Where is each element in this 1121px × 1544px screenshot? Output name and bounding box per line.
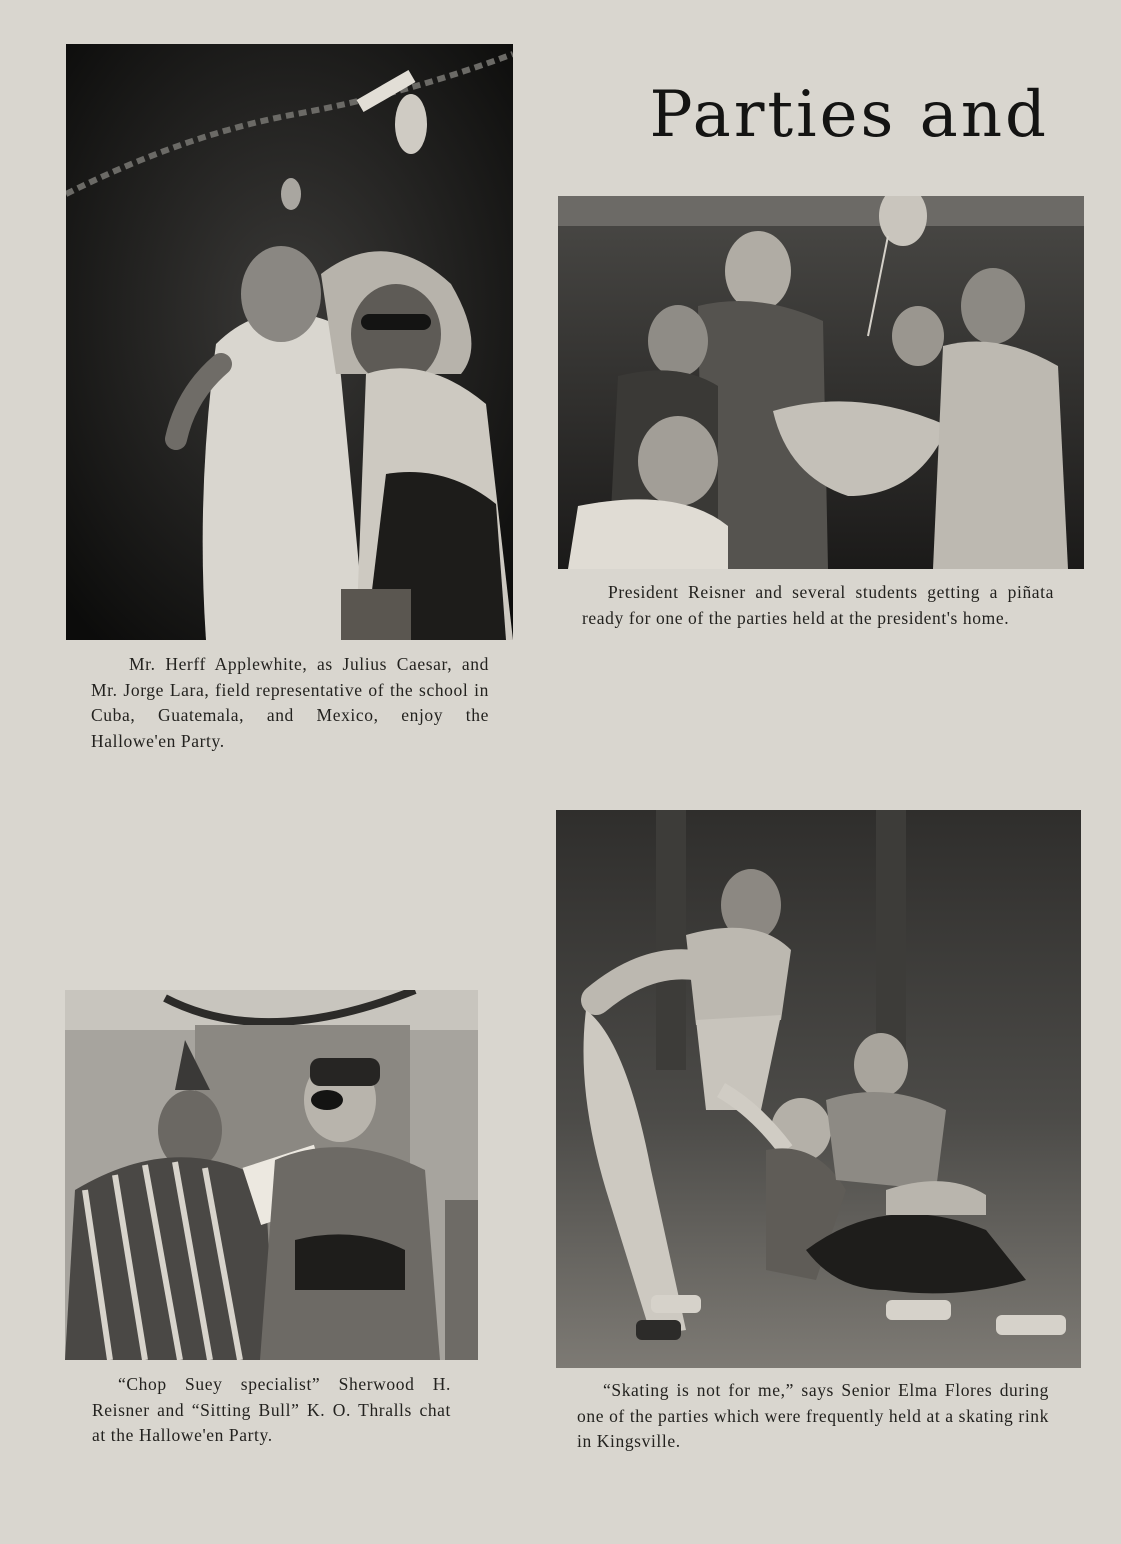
photo-chop-suey-sitting-bull <box>65 990 478 1360</box>
section-heading: Parties and <box>649 78 1049 152</box>
photo-halloween-caesar <box>66 44 513 640</box>
photo-pinata-caption: President Reisner and several students getting a piñata ready for one of the parties held at the president's home. <box>582 582 1054 628</box>
photo-chop-suey-sitting-bull-caption: “Chop Suey specialist” Sherwood H. Reisner and “Sitting Bull” K. O. Thralls chat at the Hallowe'en Party. <box>92 1374 451 1445</box>
photo-halloween-caesar-caption: Mr. Herff Applewhite, as Julius Caesar, and Mr. Jorge Lara, field representative of the school in Cuba, Guatemala, and Mexico, enjoy the Hallowe'en Party. <box>91 654 489 751</box>
photo-skating-rink <box>556 810 1081 1368</box>
photo-skating-rink-caption: “Skating is not for me,” says Senior Elma Flores during one of the parties which were frequently held at a skating rink in Kingsville. <box>577 1380 1049 1451</box>
photo-pinata <box>558 196 1084 569</box>
